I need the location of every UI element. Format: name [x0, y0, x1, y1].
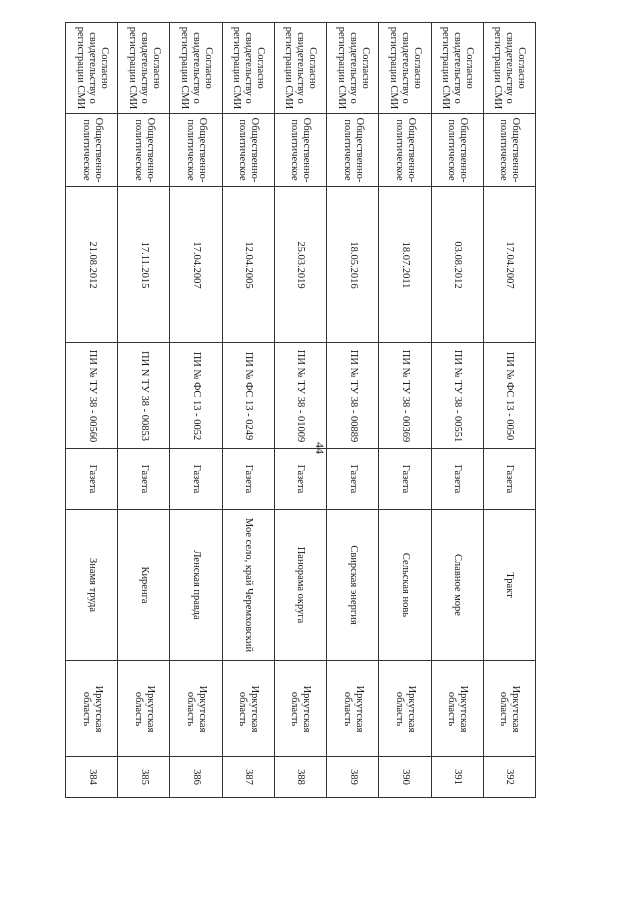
- cell-row-number: [118, 757, 170, 798]
- cell-date-text: 12.04.2005: [243, 240, 255, 289]
- table-row-region: [66, 661, 536, 757]
- table-row-topic: [66, 114, 536, 187]
- cell-media-type-text: Газета: [452, 464, 464, 494]
- cell-registration-number: [118, 343, 170, 449]
- cell-topic-text: Общественно-политическое: [80, 117, 104, 183]
- cell-media-type-text: Газета: [138, 464, 150, 494]
- cell-date-text: 17.04.2007: [504, 240, 516, 289]
- cell-region: [483, 661, 535, 757]
- page-number: 44: [313, 442, 327, 454]
- cell-topic-text: Общественно-политическое: [393, 117, 417, 183]
- cell-date-text: 17.04.2007: [191, 240, 203, 289]
- cell-date-text: 18.05.2016: [347, 240, 359, 289]
- cell-note: [431, 23, 483, 114]
- cell-topic: [66, 114, 118, 187]
- cell-topic-text: Общественно-политическое: [446, 117, 470, 183]
- cell-registration-number-text: ПИ № ФС 13 - 0050: [504, 351, 516, 440]
- cell-region-text: Иркутская область: [393, 685, 417, 732]
- cell-note: [483, 23, 535, 114]
- cell-date: [431, 187, 483, 343]
- cell-note-text: Согласно свидетельству о регистрации СМИ: [231, 26, 267, 110]
- cell-publication-name: [118, 510, 170, 661]
- cell-note-text: Согласно свидетельству о регистрации СМИ: [179, 26, 215, 110]
- cell-topic: [222, 114, 274, 187]
- cell-row-number: [327, 757, 379, 798]
- cell-publication-name: [170, 510, 222, 661]
- cell-media-type: [274, 449, 326, 510]
- cell-date: [66, 187, 118, 343]
- cell-region-text: Иркутская область: [185, 685, 209, 732]
- cell-row-number: [483, 757, 535, 798]
- cell-region: [327, 661, 379, 757]
- cell-region: [274, 661, 326, 757]
- cell-publication-name-text: Киренга: [138, 566, 150, 604]
- cell-region-text: Иркутская область: [446, 685, 470, 732]
- cell-publication-name: [327, 510, 379, 661]
- cell-registration-number: [170, 343, 222, 449]
- cell-topic-text: Общественно-политическое: [341, 117, 365, 183]
- cell-media-type: [66, 449, 118, 510]
- cell-date: [222, 187, 274, 343]
- cell-date-text: 17.11.2015: [138, 241, 150, 288]
- cell-note-text: Согласно свидетельству о регистрации СМИ: [387, 26, 423, 110]
- cell-registration-number: [327, 343, 379, 449]
- cell-region: [431, 661, 483, 757]
- cell-note-text: Согласно свидетельству о регистрации СМИ: [492, 26, 528, 110]
- cell-row-number-text: 388: [295, 769, 307, 785]
- table-row-reg: [66, 343, 536, 449]
- cell-publication-name-text: Свирская энергия: [347, 545, 359, 625]
- cell-topic-text: Общественно-политическое: [498, 117, 522, 183]
- cell-publication-name: [379, 510, 431, 661]
- cell-note: [222, 23, 274, 114]
- cell-registration-number: [379, 343, 431, 449]
- cell-registration-number-text: ПИ № ТУ 38 - 00560: [86, 349, 98, 442]
- cell-topic-text: Общественно-политическое: [237, 117, 261, 183]
- cell-topic: [431, 114, 483, 187]
- cell-topic-text: Общественно-политическое: [289, 117, 313, 183]
- cell-row-number-text: 384: [86, 769, 98, 785]
- cell-region-text: Иркутская область: [237, 685, 261, 732]
- cell-registration-number: [431, 343, 483, 449]
- cell-date-text: 21.08.2012: [86, 240, 98, 289]
- cell-region-text: Иркутская область: [341, 685, 365, 732]
- cell-row-number-text: 387: [243, 769, 255, 785]
- cell-region: [379, 661, 431, 757]
- cell-date-text: 03.08.2012: [452, 240, 464, 289]
- cell-topic: [327, 114, 379, 187]
- cell-media-type: [379, 449, 431, 510]
- cell-publication-name-text: Панорама округа: [295, 546, 307, 624]
- table-row-note: [66, 23, 536, 114]
- cell-note: [327, 23, 379, 114]
- cell-media-type-text: Газета: [504, 464, 516, 494]
- cell-media-type-text: Газета: [399, 464, 411, 494]
- cell-date: [274, 187, 326, 343]
- cell-media-type-text: Газета: [191, 464, 203, 494]
- cell-date: [118, 187, 170, 343]
- cell-row-number: [170, 757, 222, 798]
- table-row-num: [66, 757, 536, 798]
- cell-row-number: [274, 757, 326, 798]
- cell-region: [118, 661, 170, 757]
- cell-region: [66, 661, 118, 757]
- cell-publication-name-text: Ленская правда: [191, 550, 203, 620]
- cell-media-type-text: Газета: [243, 464, 255, 494]
- cell-row-number: [66, 757, 118, 798]
- cell-registration-number: [222, 343, 274, 449]
- cell-row-number-text: 392: [504, 769, 516, 785]
- cell-region-text: Иркутская область: [132, 685, 156, 732]
- cell-row-number-text: 390: [399, 769, 411, 785]
- cell-media-type: [222, 449, 274, 510]
- cell-topic-text: Общественно-политическое: [132, 117, 156, 183]
- cell-date: [379, 187, 431, 343]
- cell-date: [327, 187, 379, 343]
- cell-date: [483, 187, 535, 343]
- cell-row-number: [379, 757, 431, 798]
- cell-note-text: Согласно свидетельству о регистрации СМИ: [440, 26, 476, 110]
- cell-row-number-text: 391: [452, 769, 464, 785]
- cell-registration-number: [66, 343, 118, 449]
- cell-publication-name-text: Знамя труда: [86, 557, 98, 613]
- registry-table: [65, 22, 536, 798]
- cell-registration-number-text: ПИ № ФС 13 - 0249: [243, 351, 255, 440]
- cell-publication-name: [274, 510, 326, 661]
- cell-note: [170, 23, 222, 114]
- cell-topic: [274, 114, 326, 187]
- cell-date-text: 25.03.2019: [295, 240, 307, 289]
- cell-media-type-text: Газета: [86, 464, 98, 494]
- cell-note-text: Согласно свидетельству о регистрации СМИ: [126, 26, 162, 110]
- cell-publication-name-text: Сельская новь: [399, 552, 411, 618]
- cell-publication-name: [431, 510, 483, 661]
- cell-note-text: Согласно свидетельству о регистрации СМИ: [335, 26, 371, 110]
- cell-region-text: Иркутская область: [289, 685, 313, 732]
- cell-registration-number-text: ПИ N ТУ 38 - 00853: [138, 350, 150, 441]
- cell-registration-number-text: ПИ № ТУ 38 - 00551: [452, 349, 464, 442]
- cell-row-number-text: 385: [138, 769, 150, 785]
- cell-publication-name-text: Мое село, край Черемховский: [243, 517, 255, 653]
- cell-region: [222, 661, 274, 757]
- cell-media-type: [170, 449, 222, 510]
- table-row-name: [66, 510, 536, 661]
- cell-region-text: Иркутская область: [80, 685, 104, 732]
- cell-topic: [170, 114, 222, 187]
- cell-media-type-text: Газета: [295, 464, 307, 494]
- cell-publication-name: [483, 510, 535, 661]
- cell-region: [170, 661, 222, 757]
- cell-media-type: [431, 449, 483, 510]
- cell-row-number: [222, 757, 274, 798]
- cell-registration-number: [483, 343, 535, 449]
- cell-row-number-text: 386: [191, 769, 203, 785]
- cell-media-type-text: Газета: [347, 464, 359, 494]
- cell-note-text: Согласно свидетельству о регистрации СМИ: [283, 26, 319, 110]
- cell-media-type: [327, 449, 379, 510]
- cell-registration-number-text: ПИ № ТУ 38 - 01009: [295, 349, 307, 442]
- cell-registration-number-text: ПИ № ФС 13 - 0052: [191, 351, 203, 440]
- table-row-date: [66, 187, 536, 343]
- cell-media-type: [118, 449, 170, 510]
- cell-publication-name-text: Тракт: [504, 572, 516, 598]
- cell-topic: [118, 114, 170, 187]
- table-row-type: [66, 449, 536, 510]
- cell-registration-number-text: ПИ № ТУ 38 - 00889: [347, 349, 359, 442]
- cell-registration-number-text: ПИ № ТУ 38 - 00369: [399, 349, 411, 442]
- cell-note: [379, 23, 431, 114]
- cell-publication-name: [66, 510, 118, 661]
- cell-date: [170, 187, 222, 343]
- cell-topic-text: Общественно-политическое: [185, 117, 209, 183]
- cell-row-number-text: 389: [347, 769, 359, 785]
- cell-note: [274, 23, 326, 114]
- cell-row-number: [431, 757, 483, 798]
- cell-media-type: [483, 449, 535, 510]
- cell-topic: [379, 114, 431, 187]
- cell-note-text: Согласно свидетельству о регистрации СМИ: [74, 26, 110, 110]
- cell-note: [66, 23, 118, 114]
- cell-date-text: 18.07.2011: [399, 241, 411, 288]
- cell-publication-name: [222, 510, 274, 661]
- cell-region-text: Иркутская область: [498, 685, 522, 732]
- cell-registration-number: [274, 343, 326, 449]
- cell-note: [118, 23, 170, 114]
- cell-topic: [483, 114, 535, 187]
- cell-publication-name-text: Славное море: [452, 554, 464, 616]
